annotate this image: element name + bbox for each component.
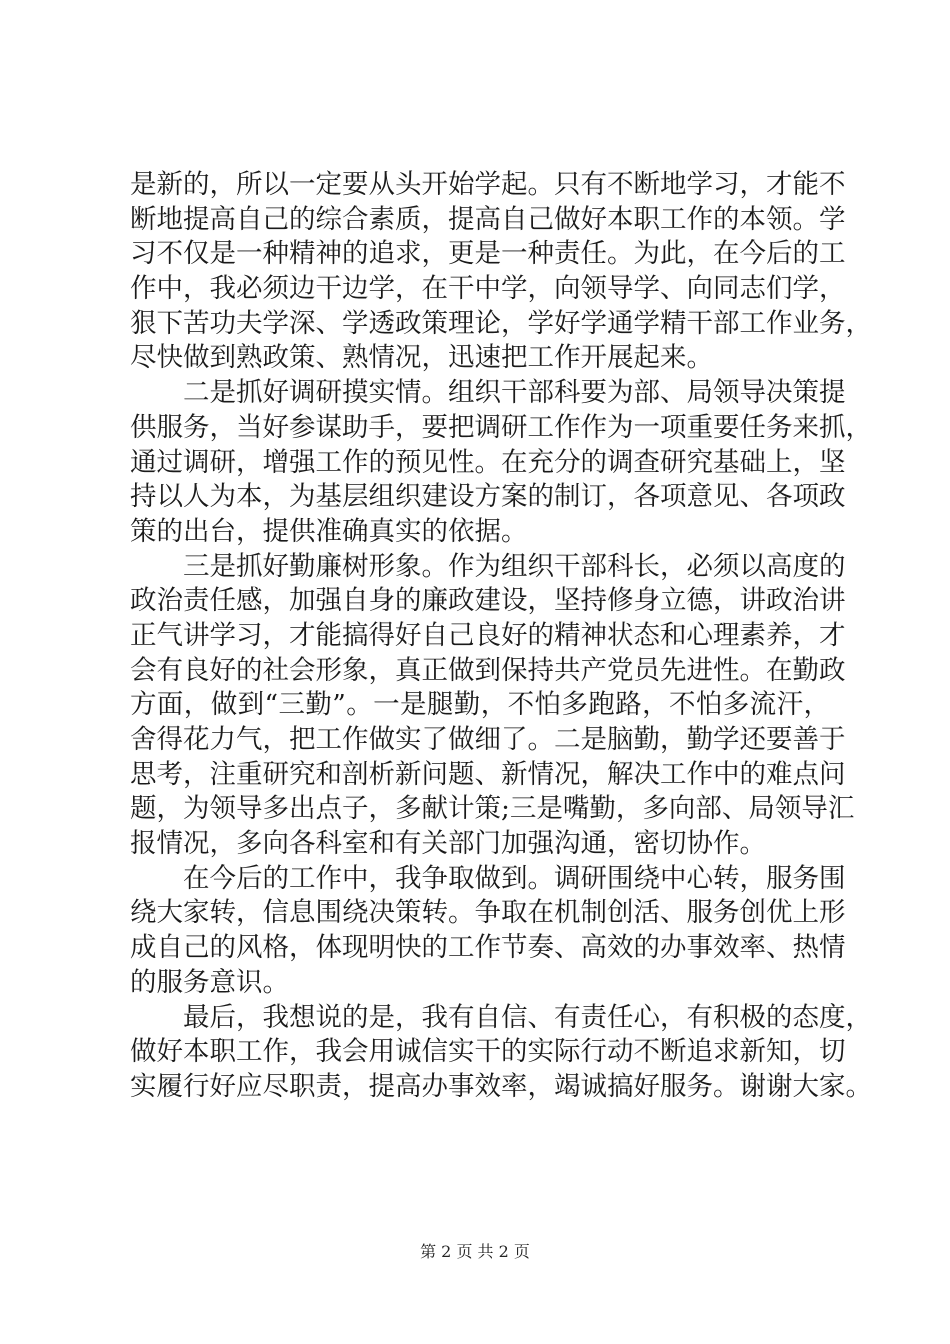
text-line: 在今后的工作中，我争取做到。调研围绕中心转，服务围 <box>130 862 846 894</box>
text-line: 三是抓好勤廉树形象。作为组织干部科长，必须以高度的 <box>130 550 846 582</box>
text-line: 绕大家转，信息围绕决策转。争取在机制创活、服务创优上形 <box>130 897 846 929</box>
text-line: 策的出台，提供准确真实的依据。 <box>130 515 528 547</box>
text-line: 会有良好的社会形象，真正做到保持共产党员先进性。在勤政 <box>130 654 846 686</box>
text-line: 的服务意识。 <box>130 966 289 998</box>
text-line: 政治责任感，加强自身的廉政建设，坚持修身立德，讲政治讲 <box>130 585 846 617</box>
text-line: 尽快做到熟政策、熟情况，迅速把工作开展起来。 <box>130 342 713 374</box>
text-line: 题，为领导多出点子，多献计策;三是嘴勤，多向部、局领导汇 <box>130 793 855 825</box>
text-line: 思考，注重研究和剖析新问题、新情况，解决工作中的难点问 <box>130 758 846 790</box>
text-line: 持以人为本，为基层组织建设方案的制订，各项意见、各项政 <box>130 481 846 513</box>
text-line: 正气讲学习，才能搞得好自己良好的精神状态和心理素养，才 <box>130 619 846 651</box>
document-body <box>130 168 872 1105</box>
text-line: 二是抓好调研摸实情。组织干部科要为部、局领导决策提 <box>130 377 846 409</box>
text-line: 最后，我想说的是，我有自信、有责任心，有积极的态度， <box>130 1001 872 1033</box>
text-line: 作中，我必须边干边学，在干中学，向领导学、向同志们学， <box>130 273 846 305</box>
text-line: 通过调研，增强工作的预见性。在充分的调查研究基础上，坚 <box>130 446 846 478</box>
text-line: 报情况，多向各科室和有关部门加强沟通，密切协作。 <box>130 828 766 860</box>
text-line: 做好本职工作，我会用诚信实干的实际行动不断追求新知，切 <box>130 1036 846 1068</box>
text-line: 断地提高自己的综合素质，提高自己做好本职工作的本领。学 <box>130 203 846 235</box>
text-line: 习不仅是一种精神的追求，更是一种责任。为此，在今后的工 <box>130 238 846 270</box>
text-line: 狠下苦功夫学深、学透政策理论，学好学通学精干部工作业务， <box>130 307 872 339</box>
text-line: 成自己的风格，体现明快的工作节奏、高效的办事效率、热情 <box>130 932 846 964</box>
text-line: 方面，做到“三勤”。一是腿勤，不怕多跑路，不怕多流汗， <box>130 689 830 721</box>
page-footer: 第 2 页 共 2 页 <box>420 1242 530 1261</box>
text-line: 舍得花力气，把工作做实了做细了。二是脑勤，勤学还要善于 <box>130 724 846 755</box>
text-line: 供服务，当好参谋助手，要把调研工作作为一项重要任务来抓， <box>130 411 872 443</box>
text-line: 是新的，所以一定要从头开始学起。只有不断地学习，才能不 <box>130 169 846 200</box>
text-line: 实履行好应尽职责，提高办事效率，竭诚搞好服务。谢谢大家。 <box>130 1070 872 1102</box>
